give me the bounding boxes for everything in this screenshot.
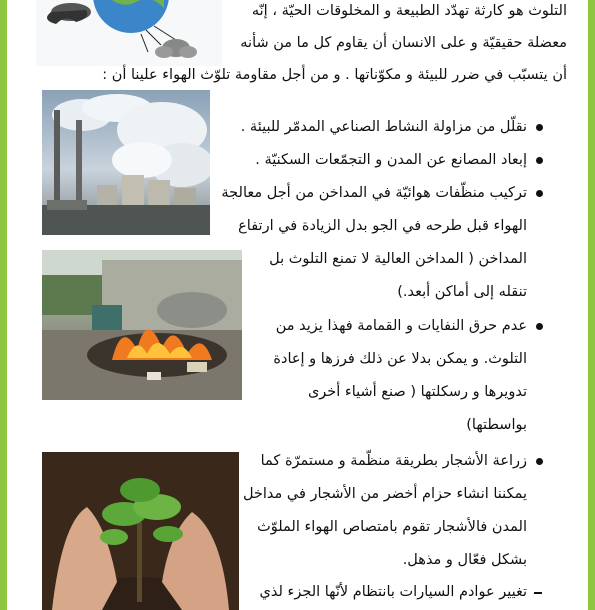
bullet-marker bbox=[536, 323, 543, 330]
planting-tree-photo bbox=[42, 452, 239, 610]
bullet-3-line-4: تنقله إلى أماكن أبعد.) bbox=[397, 284, 527, 300]
bullet-marker bbox=[536, 157, 543, 164]
intro-line-2: معضلة حقيقيّة و على الانسان أن يقاوم كل ما من شأنه bbox=[240, 35, 567, 51]
bullet-4-line-2: التلوث. و يمكن بدلا عن ذلك فرزها و إعادة bbox=[273, 351, 527, 367]
bullet-5-line-4: بشكل فعّال و مذهل. bbox=[402, 552, 527, 568]
bullet-5-line-2: يمكننا انشاء حزام أخضر من الأشجار في مداخل bbox=[242, 486, 527, 502]
factory-smoke-photo bbox=[42, 90, 210, 235]
intro-line-3: أن يتسبّب في ضرر للبيئة و مكوّناتها . و من أجل مقاومة تلوّث الهواء علينا أن : bbox=[102, 67, 567, 83]
polluted-earth-illustration bbox=[36, 0, 222, 66]
bullet-4-line-1: عدم حرق النفايات و القمامة فهذا يزيد من bbox=[275, 318, 527, 334]
bullet-2-line-1: إبعاد المصانع عن المدن و التجمّعات السكنيّة . bbox=[255, 152, 527, 168]
bullet-3-line-2: الهواء قبل طرحه في الجو بدل الزيادة في ارتفاع bbox=[238, 218, 527, 234]
bullet-marker bbox=[536, 124, 543, 131]
bullet-4-line-3: تدويرها و رسكلتها ( صنع أشياء أخرى bbox=[307, 384, 527, 400]
bullet-3-line-1: تركيب منظّفات هوائيّة في المداخن من أجل معالجة bbox=[221, 185, 527, 201]
bullet-3-line-3: المداخن ( المداخن العالية لا تمنع التلوث بل bbox=[269, 251, 527, 267]
dash-item-line-1: تغيير عوادم السيارات بانتظام لأنّها الجزء لذي bbox=[259, 584, 527, 600]
bullet-marker bbox=[536, 458, 543, 465]
dash-marker bbox=[534, 592, 542, 594]
bullet-4-line-4: بواسطتها) bbox=[466, 417, 527, 433]
bullet-5-line-1: زراعة الأشجار بطريقة منظّمة و مستمرّة كما bbox=[260, 453, 527, 469]
bullet-5-line-3: المدن فالأشجار تقوم بامتصاص الهواء الملوّث bbox=[257, 519, 527, 535]
bullet-1-line-1: نقلّل من مزاولة النشاط الصناعي المدمّر للبيئة . bbox=[240, 119, 527, 135]
intro-line-1: التلوث هو كارثة تهدّد الطبيعة و المخلوقات الحيّة ، إنّه bbox=[251, 3, 567, 19]
bullet-marker bbox=[536, 190, 543, 197]
burning-waste-photo bbox=[42, 250, 242, 400]
